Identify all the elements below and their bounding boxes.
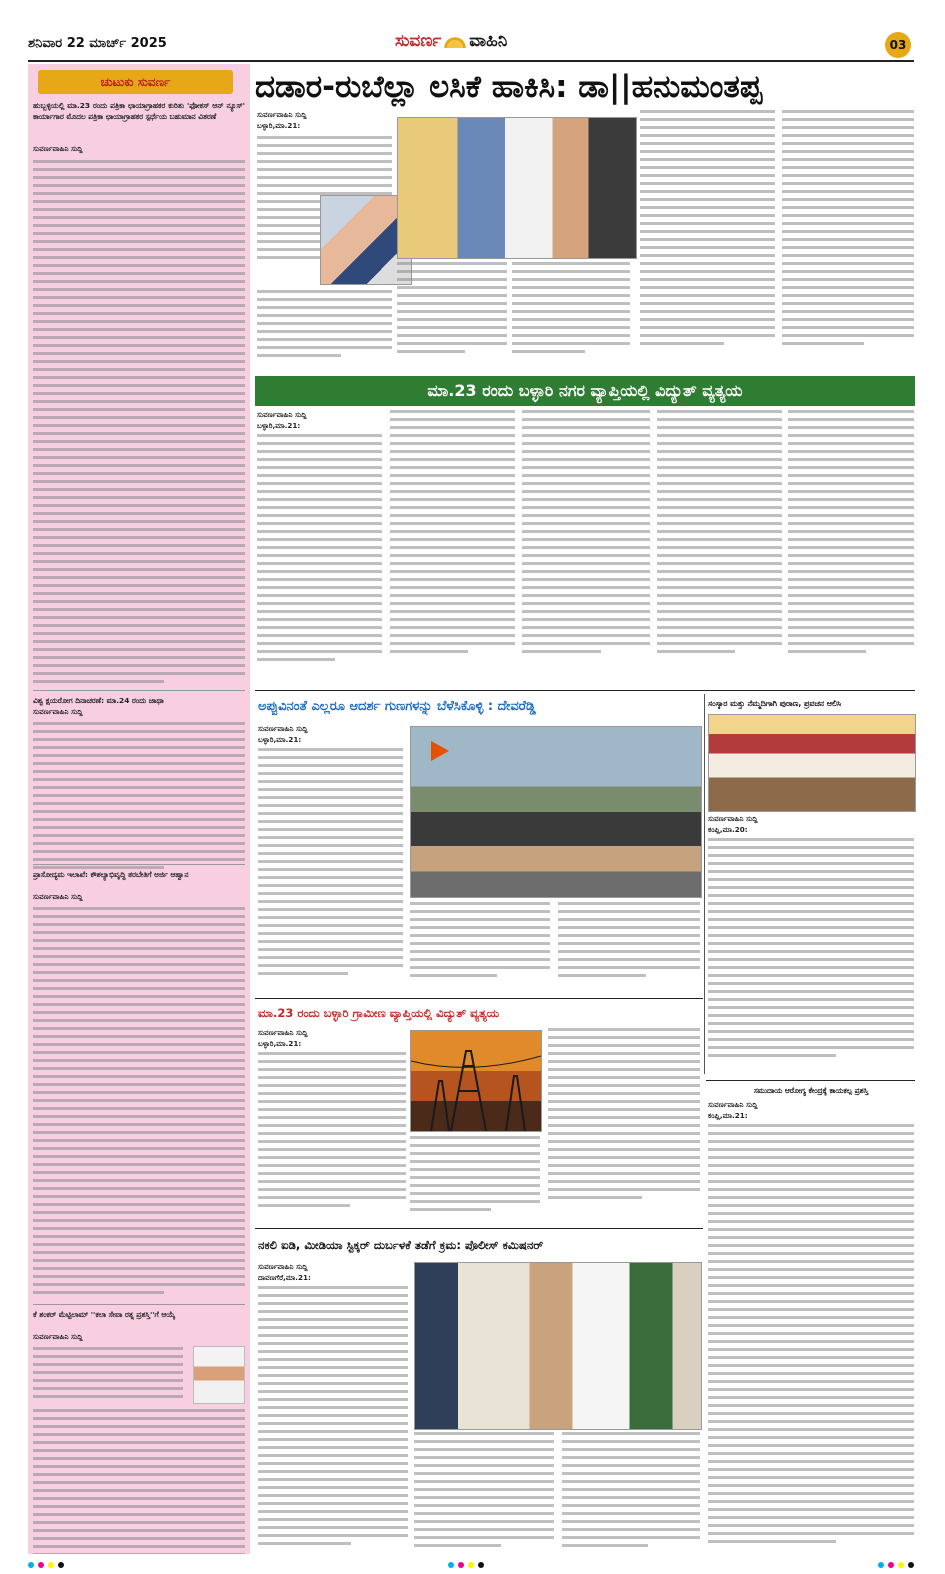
power-cut-col4 — [657, 410, 782, 685]
lead-headline: ದಡಾರ-ರುಬೆಲ್ಲಾ ಲಸಿಕೆ ಹಾಕಿಸಿ: ಡಾ||ಹನುಮಂತಪ್ಪ — [255, 69, 763, 105]
power-tower-icon — [411, 1031, 541, 1131]
sidebar-item-byline: ಸುವರ್ಣವಾಹಿನಿ ಸುದ್ದಿ — [33, 892, 83, 901]
lead-body-col5 — [782, 110, 914, 372]
appu-col2 — [410, 902, 550, 994]
sidebar-item-byline: ಸುವರ್ಣವಾಹಿನಿ ಸುದ್ದಿ — [33, 1332, 83, 1341]
police-byline: ಸುವರ್ಣವಾಹಿನಿ ಸುದ್ದಿ ದಾವಣಗೆರೆ,ಮಾ.21: — [258, 1262, 408, 1284]
sidebar-item-body — [33, 160, 245, 685]
appu-col1 — [258, 748, 403, 993]
sidebar-item-headline: ಹುಬ್ಬಳ್ಳಿಯಲ್ಲಿ ಮಾ.23 ರಂದು ಪತ್ರಿಕಾ ಛಾಯಾಗ್ರಾಹಕರ ಕುರಿತು 'ಫೋಕಸ್ ಆನ್ ನ್ಯೂಸ್' ಕಾರ್ಯಾಗಾರ ಮೊದಲ ಪತ್ರಿಕಾ ಛಾಯಾಗ್ರಾಹಕರ ಸ್ಪರ್ಧೆಯ ಬಹುಮಾನ ವಿತರಣೆ — [33, 101, 245, 121]
appu-group-photo — [410, 726, 702, 898]
appu-col3 — [558, 902, 700, 994]
section-rule — [255, 998, 703, 999]
sidebar-item-headline: ವಿಶ್ವ ಕ್ಷಯರೋಗ ದಿನಾಚರಣೆ: ಮಾ.24 ರಂದು ಜಾಥಾ — [33, 696, 164, 705]
purana-headline: ಸಂಸ್ಕಾರ ಮತ್ತು ನೆಮ್ಮದಿಗಾಗಿ ಪುರಾಣ, ಪ್ರವಚನ ಆಲಿಸಿ — [708, 699, 841, 708]
flag-icon — [431, 741, 449, 761]
print-registration-marks — [28, 1560, 914, 1570]
issue-date: ಶನಿವಾರ 22 ಮಾರ್ಚ್ 2025 — [28, 36, 167, 51]
section-rule — [706, 1080, 915, 1081]
power-cut-col3 — [522, 410, 650, 685]
lead-body-col4 — [640, 110, 775, 372]
sidebar-divider — [33, 864, 245, 865]
sidebar-divider — [33, 1304, 245, 1305]
power-cut-col1 — [257, 434, 382, 684]
sidebar-item-headline: ಕೆ ಶಂಕರ್ ಮೆಟ್ಟಿಲಾಮ್ ''ಕಲಾ ಸೇವಾ ರತ್ನ ಪ್ರಶಸ್ತಿ''ಗೆ ಆಯ್ಕೆ — [33, 1310, 176, 1319]
sidebar-title-badge: ಚುಟುಕು ಸುವರ್ಣ — [38, 70, 233, 94]
rural-power-headline: ಮಾ.23 ರಂದು ಬಳ್ಳಾರಿ ಗ್ರಾಮೀಣ ವ್ಯಾಪ್ತಿಯಲ್ಲಿ ವಿದ್ಯುತ್ ವ್ಯತ್ಯಯ — [258, 1006, 500, 1020]
power-cut-headline: ಮಾ.23 ರಂದು ಬಳ್ಳಾರಿ ನಗರ ವ್ಯಾಪ್ತಿಯಲ್ಲಿ ವಿದ್ಯುತ್ ವ್ಯತ್ಯಯ — [427, 381, 743, 400]
rural-power-byline: ಸುವರ್ಣವಾಹಿನಿ ಸುದ್ದಿ ಬಳ್ಳಾರಿ,ಮಾ.21: — [258, 1028, 408, 1050]
logo-part-right: ವಾಹಿನಿ — [469, 31, 508, 51]
column-divider — [704, 694, 705, 1074]
lead-body-col3 — [512, 262, 630, 372]
sidebar-item-body — [33, 722, 245, 872]
sidebar-divider — [33, 690, 245, 691]
sidebar-item-body — [33, 1409, 245, 1554]
sidebar-item-body — [33, 907, 245, 1307]
sidebar-item-body — [33, 1347, 183, 1407]
purana-dateline: ಕಂಪ್ಲಿ,ಮಾ.20: — [708, 825, 748, 834]
masthead — [0, 0, 945, 62]
sidebar-item-byline: ಸುವರ್ಣವಾಹಿನಿ ಸುದ್ದಿ — [33, 707, 83, 716]
purana-event-photo — [708, 714, 916, 812]
power-cut-dateline: ಬಳ್ಳಾರಿ,ಮಾ.21: — [257, 421, 301, 430]
health-body — [708, 1124, 914, 1554]
sidebar-item-byline: ಸುವರ್ಣವಾಹಿನಿ ಸುದ್ದಿ — [33, 144, 83, 153]
sidebar-item-2 — [33, 696, 245, 872]
rural-power-col1 — [258, 1052, 406, 1222]
appu-dateline: ಬಳ್ಳಾರಿ,ಮಾ.21: — [258, 735, 302, 744]
masthead-rule — [28, 60, 914, 62]
purana-body — [708, 838, 914, 1074]
section-rule — [255, 1228, 703, 1229]
appu-byline: ಸುವರ್ಣವಾಹಿನಿ ಸುದ್ದಿ ಬಳ್ಳಾರಿ,ಮಾ.21: — [258, 724, 408, 746]
sidebar-item-4 — [33, 1310, 245, 1554]
power-cut-banner — [255, 376, 915, 406]
sidebar-item-1 — [33, 100, 245, 685]
lead-dateline: ಬಳ್ಳಾರಿ,ಮಾ.21: — [257, 121, 301, 130]
health-headline: ಸಮುದಾಯ ಆರೋಗ್ಯ ಕೇಂದ್ರಕ್ಕೆ ಕಾಯಕಲ್ಪ ಪ್ರಶಸ್ತಿ — [753, 1086, 869, 1095]
sidebar-column — [28, 64, 250, 1554]
police-col1 — [258, 1286, 408, 1554]
police-dateline: ದಾವಣಗೆರೆ,ಮಾ.21: — [258, 1273, 311, 1282]
police-meeting-photo — [414, 1262, 702, 1430]
police-headline: ನಕಲಿ ಐಡಿ, ಮೀಡಿಯಾ ಸ್ಟಿಕ್ಕರ್ ದುರ್ಬಳಕೆ ತಡೆಗೆ ಕ್ರಮ: ಪೊಲೀಸ್ ಕಮಿಷನರ್ — [258, 1238, 544, 1252]
transmission-tower-photo — [410, 1030, 542, 1132]
sidebar-portrait-photo — [193, 1346, 245, 1404]
logo-emblem-icon — [444, 34, 466, 48]
power-cut-col5 — [788, 410, 914, 685]
section-rule — [255, 690, 915, 691]
power-cut-byline: ಸುವರ್ಣವಾಹಿನಿ ಸುದ್ದಿ ಬಳ್ಳಾರಿ,ಮಾ.21: — [257, 410, 385, 432]
purana-byline: ಸುವರ್ಣವಾಹಿನಿ ಸುದ್ದಿ ಕಂಪ್ಲಿ,ಮಾ.20: — [708, 814, 914, 836]
lead-byline: ಸುವರ್ಣವಾಹಿನಿ ಸುದ್ದಿ ಬಳ್ಳಾರಿ,ಮಾ.21: — [257, 110, 397, 132]
appu-headline: ಅಪ್ಪುವಿನಂತೆ ಎಲ್ಲರೂ ಆದರ್ಶ ಗುಣಗಳನ್ನು ಬೆಳೆಸಿಕೊಳ್ಳಿ : ದೇವರೆಡ್ಡಿ — [258, 699, 536, 714]
logo-part-left: ಸುವರ್ಣ — [395, 31, 442, 51]
rural-power-dateline: ಬಳ್ಳಾರಿ,ಮಾ.21: — [258, 1039, 302, 1048]
sidebar-item-3 — [33, 870, 245, 1307]
lead-body-col2 — [397, 262, 507, 372]
page-number: 03 — [885, 32, 911, 58]
masthead-logo — [395, 31, 507, 55]
rural-power-col2 — [410, 1136, 540, 1226]
power-cut-col2 — [390, 410, 515, 685]
police-col3 — [562, 1432, 700, 1554]
rural-power-col3 — [548, 1028, 700, 1224]
police-col2 — [414, 1432, 554, 1554]
lead-body-col1b — [257, 290, 392, 370]
health-dateline: ಕಂಪ್ಲಿ,ಮಾ.21: — [708, 1111, 748, 1120]
sidebar-item-headline: ಪ್ರಾಸೋದ್ಯಮ ಇಲಾಖೆ: ಕೌಶಲ್ಯಾಭಿವೃದ್ಧಿ ತರಬೇತಿಗೆ ಅರ್ಜಿ ಆಹ್ವಾನ — [33, 870, 189, 879]
lead-photo-officials — [397, 117, 637, 259]
health-byline: ಸುವರ್ಣವಾಹಿನಿ ಸುದ್ದಿ ಕಂಪ್ಲಿ,ಮಾ.21: — [708, 1100, 914, 1122]
